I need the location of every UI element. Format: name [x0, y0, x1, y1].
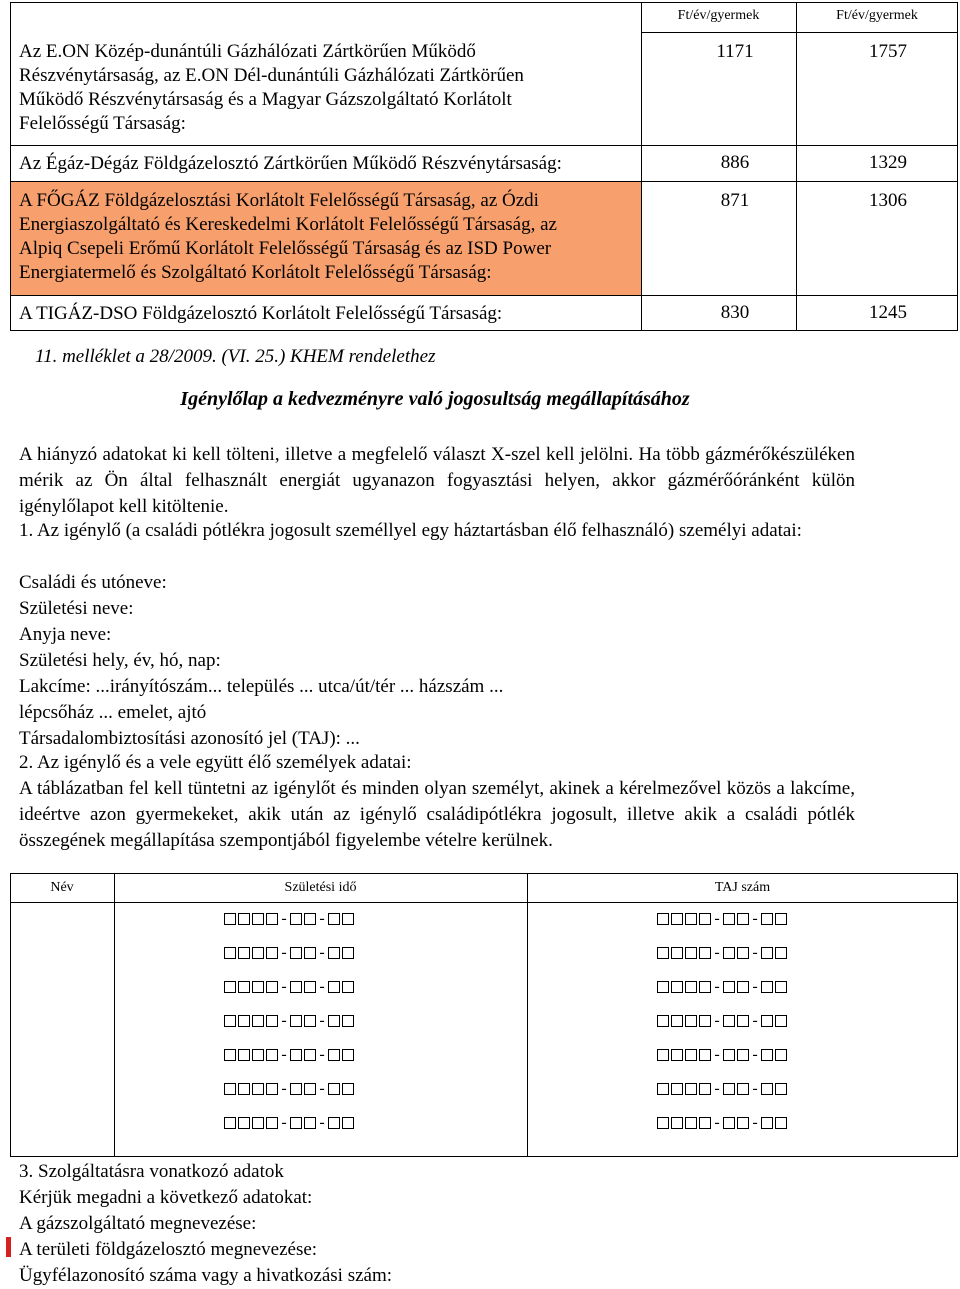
digit-box[interactable] — [342, 1015, 354, 1027]
digit-box[interactable] — [723, 1083, 735, 1095]
digit-box[interactable] — [238, 913, 250, 925]
birth-date-boxes[interactable] — [224, 1012, 356, 1030]
row-4-label: A TIGÁZ-DSO Földgázelosztó Korlátolt Felelősségű Társaság: — [19, 303, 503, 324]
row-2-value-2: 1329 — [869, 152, 907, 173]
box-separator: - — [281, 978, 287, 995]
digit-box[interactable] — [761, 1049, 773, 1061]
digit-box[interactable] — [737, 1049, 749, 1061]
taj-boxes[interactable] — [657, 1012, 789, 1030]
field-birth-place-date: Születési hely, év, hó, nap: — [19, 650, 221, 671]
field-family-name: Családi és utóneve: — [19, 572, 167, 593]
box-separator: - — [752, 1080, 758, 1097]
birth-date-boxes[interactable] — [224, 1114, 356, 1132]
digit-box[interactable] — [304, 1015, 316, 1027]
digit-box[interactable] — [761, 913, 773, 925]
row-3-value-1: 871 — [720, 190, 750, 211]
birth-date-boxes[interactable] — [224, 910, 356, 928]
box-separator: - — [319, 910, 325, 927]
digit-box[interactable] — [685, 947, 697, 959]
digit-box[interactable] — [224, 913, 236, 925]
col-header-taj: TAJ szám — [714, 880, 771, 895]
digit-box[interactable] — [304, 947, 316, 959]
digit-box[interactable] — [775, 1049, 787, 1061]
taj-boxes[interactable] — [657, 978, 789, 996]
digit-box[interactable] — [671, 913, 683, 925]
digit-box[interactable] — [761, 1083, 773, 1095]
digit-box[interactable] — [723, 1015, 735, 1027]
digit-box[interactable] — [775, 1015, 787, 1027]
field-customer-id: Ügyfélazonosító száma vagy a hivatkozási szám: — [19, 1265, 393, 1286]
digit-box[interactable] — [685, 981, 697, 993]
box-separator: - — [752, 1046, 758, 1063]
digit-box[interactable] — [252, 1083, 264, 1095]
digit-box[interactable] — [737, 1015, 749, 1027]
digit-box[interactable] — [328, 981, 340, 993]
box-separator: - — [714, 978, 720, 995]
digit-box[interactable] — [761, 981, 773, 993]
digit-box[interactable] — [252, 1049, 264, 1061]
digit-box[interactable] — [657, 1117, 669, 1129]
table-divider — [10, 145, 958, 146]
digit-box[interactable] — [671, 1117, 683, 1129]
digit-box[interactable] — [238, 1049, 250, 1061]
persons-table — [10, 873, 958, 1157]
digit-box[interactable] — [266, 981, 278, 993]
digit-box[interactable] — [699, 1117, 711, 1129]
digit-box[interactable] — [699, 1049, 711, 1061]
digit-box[interactable] — [737, 981, 749, 993]
box-separator: - — [714, 1012, 720, 1029]
digit-box[interactable] — [685, 1015, 697, 1027]
field-distributor: A területi földgázelosztó megnevezése: — [19, 1239, 318, 1260]
box-separator: - — [319, 1080, 325, 1097]
intro-paragraph: A hiányzó adatokat ki kell tölteni, illetve a megfelelő választ X-szel kell jelölni. Ha több gázmérőkészüléken mérik az Ön által felhasznált energiát ugyanazon fogyasztási helyen, akkor gázmérőóránként külön igénylőlapot kell kitöltenie. — [19, 444, 855, 517]
digit-box[interactable] — [290, 1117, 302, 1129]
digit-box[interactable] — [238, 1015, 250, 1027]
box-separator: - — [281, 944, 287, 961]
digit-box[interactable] — [699, 1015, 711, 1027]
taj-boxes[interactable] — [657, 1114, 789, 1132]
col-header-birth-date: Születési idő — [284, 880, 357, 895]
box-separator: - — [714, 944, 720, 961]
digit-box[interactable] — [328, 947, 340, 959]
digit-box[interactable] — [775, 1117, 787, 1129]
digit-box[interactable] — [685, 913, 697, 925]
field-gas-supplier: A gázszolgáltató megnevezése: — [19, 1213, 257, 1234]
digit-box[interactable] — [723, 1049, 735, 1061]
row-1-value-1: 1171 — [716, 41, 754, 62]
field-staircase: lépcsőház ... emelet, ajtó — [19, 702, 207, 723]
row-2-label: Az Égáz-Dégáz Földgázelosztó Zártkörűen Működő Részvénytársaság: — [19, 153, 562, 174]
digit-box[interactable] — [328, 1117, 340, 1129]
row-4-value-1: 830 — [720, 302, 750, 323]
digit-box[interactable] — [657, 947, 669, 959]
digit-box[interactable] — [671, 1015, 683, 1027]
digit-box[interactable] — [266, 1117, 278, 1129]
digit-box[interactable] — [657, 1015, 669, 1027]
digit-box[interactable] — [775, 981, 787, 993]
box-separator: - — [319, 1046, 325, 1063]
digit-box[interactable] — [266, 1083, 278, 1095]
field-taj: Társadalombiztosítási azonosító jel (TAJ): ... — [19, 728, 360, 749]
table-divider — [10, 295, 958, 296]
taj-boxes[interactable] — [657, 910, 789, 928]
table-divider — [641, 2, 642, 331]
box-separator: - — [281, 1046, 287, 1063]
digit-box[interactable] — [252, 947, 264, 959]
birth-date-boxes[interactable] — [224, 978, 356, 996]
digit-box[interactable] — [723, 981, 735, 993]
digit-box[interactable] — [238, 981, 250, 993]
digit-box[interactable] — [342, 1049, 354, 1061]
digit-box[interactable] — [723, 1117, 735, 1129]
taj-boxes[interactable] — [657, 1080, 789, 1098]
form-title: Igénylőlap a kedvezményre való jogosultság megállapításához — [180, 388, 690, 410]
red-margin-mark — [6, 1237, 11, 1257]
digit-box[interactable] — [238, 1083, 250, 1095]
digit-box[interactable] — [775, 947, 787, 959]
digit-box[interactable] — [304, 1117, 316, 1129]
box-separator: - — [752, 1012, 758, 1029]
digit-box[interactable] — [252, 981, 264, 993]
digit-box[interactable] — [224, 1083, 236, 1095]
digit-box[interactable] — [671, 981, 683, 993]
digit-box[interactable] — [304, 913, 316, 925]
digit-box[interactable] — [328, 913, 340, 925]
digit-box[interactable] — [328, 1049, 340, 1061]
digit-box[interactable] — [342, 947, 354, 959]
digit-box[interactable] — [224, 1049, 236, 1061]
box-separator: - — [752, 978, 758, 995]
digit-box[interactable] — [342, 1083, 354, 1095]
digit-box[interactable] — [671, 1049, 683, 1061]
section-2-heading: 2. Az igénylő és a vele együtt élő személyek adatai: — [19, 752, 412, 773]
digit-box[interactable] — [290, 913, 302, 925]
digit-box[interactable] — [290, 1049, 302, 1061]
table-divider — [527, 873, 528, 1157]
birth-date-boxes[interactable] — [224, 944, 356, 962]
digit-box[interactable] — [328, 1015, 340, 1027]
digit-box[interactable] — [290, 981, 302, 993]
field-birth-name: Születési neve: — [19, 598, 134, 619]
box-separator: - — [319, 978, 325, 995]
digit-box[interactable] — [685, 1049, 697, 1061]
box-separator: - — [281, 1114, 287, 1131]
digit-box[interactable] — [737, 1117, 749, 1129]
digit-box[interactable] — [761, 947, 773, 959]
digit-box[interactable] — [238, 1117, 250, 1129]
digit-box[interactable] — [723, 913, 735, 925]
digit-box[interactable] — [252, 1117, 264, 1129]
digit-box[interactable] — [304, 1083, 316, 1095]
box-separator: - — [281, 1012, 287, 1029]
table-divider — [114, 873, 115, 1157]
digit-box[interactable] — [775, 913, 787, 925]
digit-box[interactable] — [266, 913, 278, 925]
taj-boxes[interactable] — [657, 1046, 789, 1064]
digit-box[interactable] — [737, 947, 749, 959]
box-separator: - — [319, 1114, 325, 1131]
digit-box[interactable] — [775, 1083, 787, 1095]
table-divider — [796, 2, 797, 331]
box-separator: - — [752, 944, 758, 961]
digit-box[interactable] — [252, 913, 264, 925]
box-separator: - — [752, 1114, 758, 1131]
digit-box[interactable] — [699, 1083, 711, 1095]
taj-boxes[interactable] — [657, 944, 789, 962]
box-separator: - — [714, 910, 720, 927]
row-3-label: A FŐGÁZ Földgázelosztási Korlátolt Felelősségű Társaság, az Ózdi Energiaszolgáltató és Kereskedelmi Korlátolt Felelősségű Társaság, az Alpiq Csepeli Erőmű Korlátolt Felelősségű Társaság és az ISD Power Energiatermelő és Szolgáltató Korlátolt Felelősségű Társaság: — [19, 190, 557, 283]
section-2-text: A táblázatban fel kell tüntetni az igénylőt és minden olyan személyt, akinek a kérelmezővel közös a lakcíme, ideértve azon gyermekeket, akik után az igénylő családipótlékra jogosult, illetve akik a családi pótlék összegének megállapítása szempontjából figyelembe vételre kerülnek. — [19, 778, 855, 851]
digit-box[interactable] — [224, 1117, 236, 1129]
box-separator: - — [714, 1114, 720, 1131]
row-1-value-2: 1757 — [869, 41, 907, 62]
birth-date-boxes[interactable] — [224, 1080, 356, 1098]
digit-box[interactable] — [224, 947, 236, 959]
digit-box[interactable] — [238, 947, 250, 959]
digit-box[interactable] — [671, 1083, 683, 1095]
digit-box[interactable] — [657, 1049, 669, 1061]
digit-box[interactable] — [266, 947, 278, 959]
digit-box[interactable] — [224, 1015, 236, 1027]
row-4-value-2: 1245 — [869, 302, 907, 323]
field-mother-name: Anyja neve: — [19, 624, 112, 645]
digit-box[interactable] — [342, 913, 354, 925]
section-3-intro: Kérjük megadni a következő adatokat: — [19, 1187, 313, 1208]
table-divider — [10, 181, 958, 182]
digit-box[interactable] — [290, 947, 302, 959]
box-separator: - — [752, 910, 758, 927]
digit-box[interactable] — [685, 1117, 697, 1129]
digit-box[interactable] — [342, 1117, 354, 1129]
col-header-2: Ft/év/gyermek — [836, 8, 918, 23]
box-separator: - — [281, 1080, 287, 1097]
digit-box[interactable] — [657, 913, 669, 925]
digit-box[interactable] — [304, 981, 316, 993]
digit-box[interactable] — [699, 947, 711, 959]
field-address: Lakcíme: ...irányítószám... település ... utca/út/tér ... házszám ... — [19, 676, 504, 697]
digit-box[interactable] — [699, 981, 711, 993]
digit-box[interactable] — [737, 1083, 749, 1095]
row-1-label: Az E.ON Közép-dunántúli Gázhálózati Zártkörűen Működő Részvénytársaság, az E.ON Dél-dunántúli Gázhálózati Zártkörűen Működő Részvénytársaság és a Magyar Gázszolgáltató Korlátolt Felelősségű Társaság: — [19, 41, 524, 134]
digit-box[interactable] — [657, 1083, 669, 1095]
digit-box[interactable] — [657, 981, 669, 993]
box-separator: - — [319, 1012, 325, 1029]
digit-box[interactable] — [761, 1015, 773, 1027]
box-separator: - — [714, 1080, 720, 1097]
digit-box[interactable] — [290, 1015, 302, 1027]
digit-box[interactable] — [224, 981, 236, 993]
digit-box[interactable] — [723, 947, 735, 959]
table-divider — [10, 902, 958, 903]
box-separator: - — [319, 944, 325, 961]
digit-box[interactable] — [252, 1015, 264, 1027]
digit-box[interactable] — [266, 1049, 278, 1061]
section-3-heading: 3. Szolgáltatásra vonatkozó adatok — [19, 1161, 284, 1182]
digit-box[interactable] — [304, 1049, 316, 1061]
digit-box[interactable] — [290, 1083, 302, 1095]
digit-box[interactable] — [671, 947, 683, 959]
box-separator: - — [714, 1046, 720, 1063]
digit-box[interactable] — [699, 913, 711, 925]
col-header-name: Név — [50, 880, 74, 895]
box-separator: - — [281, 910, 287, 927]
digit-box[interactable] — [266, 1015, 278, 1027]
table-divider — [641, 32, 958, 33]
row-3-value-2: 1306 — [869, 190, 907, 211]
section-1-heading: 1. Az igénylő (a családi pótlékra jogosult személlyel egy háztartásban élő felhasználó) személyi adatai: — [19, 520, 802, 541]
digit-box[interactable] — [328, 1083, 340, 1095]
digit-box[interactable] — [761, 1117, 773, 1129]
digit-box[interactable] — [737, 913, 749, 925]
digit-box[interactable] — [685, 1083, 697, 1095]
annex-reference: 11. melléklet a 28/2009. (VI. 25.) KHEM rendelethez — [35, 346, 436, 367]
col-header-1: Ft/év/gyermek — [677, 8, 760, 23]
row-2-value-1: 886 — [720, 152, 750, 173]
birth-date-boxes[interactable] — [224, 1046, 356, 1064]
digit-box[interactable] — [342, 981, 354, 993]
